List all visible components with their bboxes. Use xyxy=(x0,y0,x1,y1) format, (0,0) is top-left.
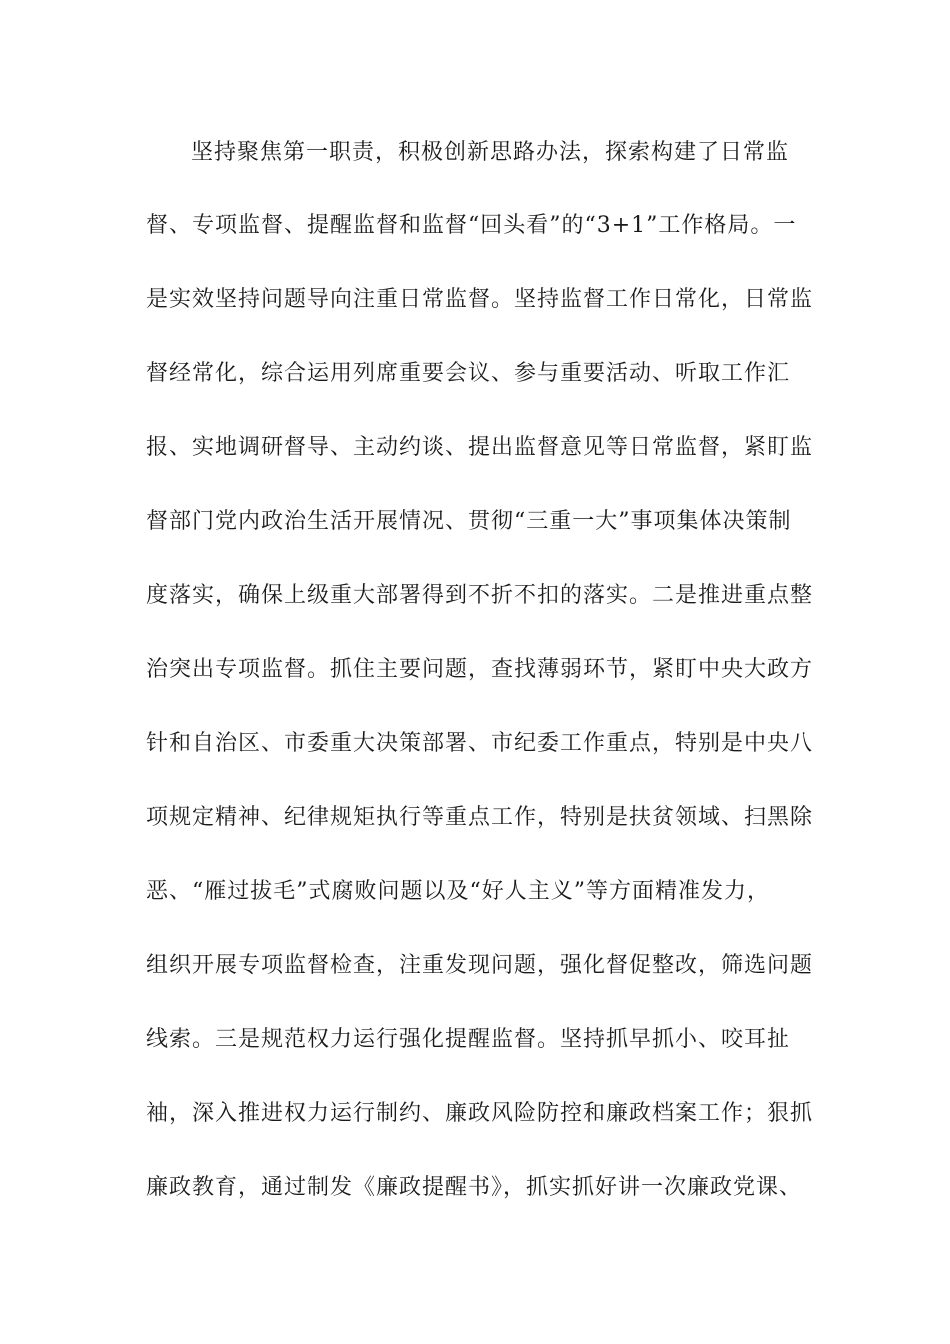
paragraph-line: 度落实，确保上级重大部署得到不折不扣的落实。二是推进重点整 xyxy=(146,583,814,608)
paragraph-line: 针和自治区、市委重大决策部署、市纪委工作重点，特别是中央八 xyxy=(146,731,814,756)
paragraph-line: 报、实地调研督导、主动约谈、提出监督意见等日常监督，紧盯监 xyxy=(146,435,814,460)
paragraph-line: 治突出专项监督。抓住主要问题，查找薄弱环节，紧盯中央大政方 xyxy=(146,657,814,682)
paragraph-line: 组织开展专项监督检查，注重发现问题，强化督促整改，筛选问题 xyxy=(146,953,814,978)
paragraph-line: 线索。三是规范权力运行强化提醒监督。坚持抓早抓小、咬耳扯 xyxy=(146,1027,791,1052)
paragraph-line: 督部门党内政治生活开展情况、贯彻“三重一大”事项集体决策制 xyxy=(146,509,792,534)
paragraph-line: 袖，深入推进权力运行制约、廉政风险防控和廉政档案工作；狠抓 xyxy=(146,1101,814,1126)
paragraph-line: 督、专项监督、提醒监督和监督“回头看”的“3+1”工作格局。一 xyxy=(146,213,797,238)
paragraph-line: 督经常化，综合运用列席重要会议、参与重要活动、听取工作汇 xyxy=(146,361,791,386)
paragraph-line: 恶、“雁过拔毛”式腐败问题以及“好人主义”等方面精准发力， xyxy=(146,879,770,904)
paragraph-line: 坚持聚焦第一职责，积极创新思路办法，探索构建了日常监 xyxy=(191,140,790,165)
paragraph-line: 是实效坚持问题导向注重日常监督。坚持监督工作日常化，日常监 xyxy=(146,287,814,312)
paragraph-line: 廉政教育，通过制发《廉政提醒书》，抓实抓好讲一次廉政党课、 xyxy=(146,1175,803,1200)
paragraph-line: 项规定精神、纪律规矩执行等重点工作，特别是扶贫领域、扫黑除 xyxy=(146,805,814,830)
